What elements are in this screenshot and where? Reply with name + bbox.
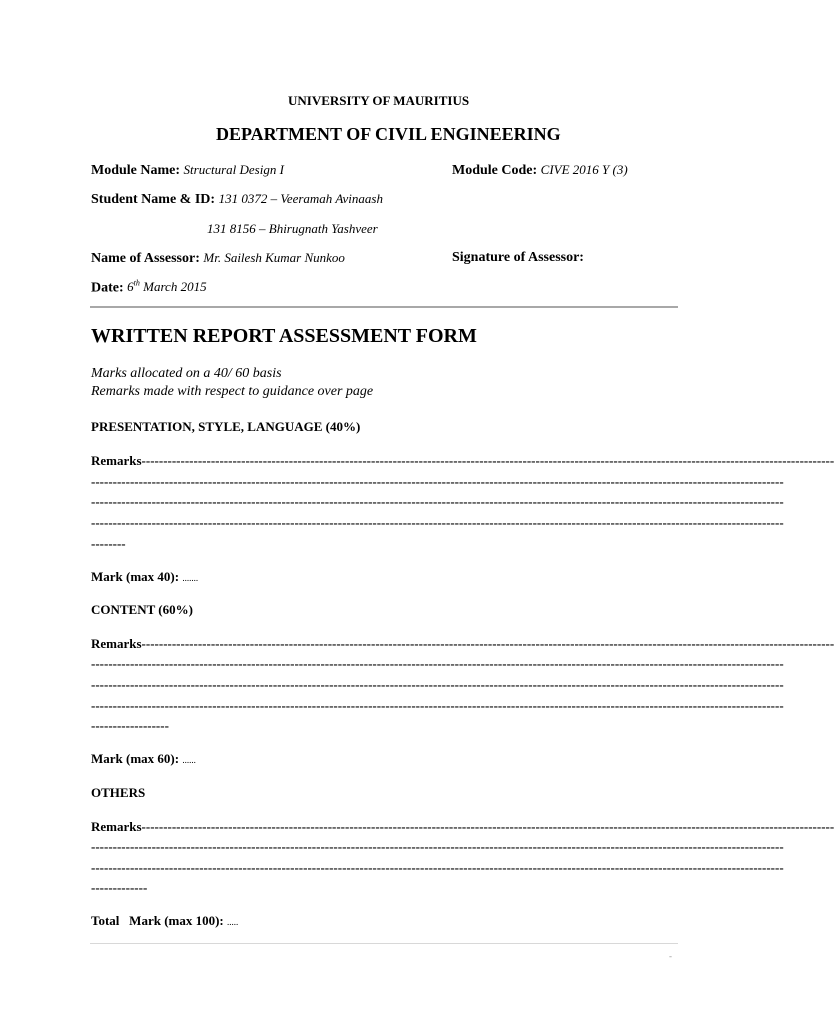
presentation-remarks-end: -------- bbox=[91, 536, 126, 551]
presentation-remarks-line-3: ---------------------------------------------------------------------------------------------------------------------------------------------------------------- bbox=[91, 494, 784, 509]
module-name-field bbox=[91, 162, 284, 179]
module-code-label: Module Code: bbox=[452, 163, 538, 178]
date-label: Date: bbox=[91, 280, 124, 296]
footer-divider bbox=[90, 943, 678, 944]
page-mark: - bbox=[669, 951, 672, 961]
presentation-mark bbox=[91, 569, 198, 585]
content-mark-blank: ...... bbox=[182, 755, 196, 765]
student-1: 131 0372 – Veeramah Avinaash bbox=[218, 191, 383, 206]
content-mark-label: Mark (max 60): bbox=[91, 751, 180, 766]
presentation-mark-label: Mark (max 40): bbox=[91, 569, 180, 584]
total-mark bbox=[91, 913, 238, 929]
content-mark bbox=[91, 751, 196, 767]
module-name-value: Structural Design I bbox=[183, 162, 284, 177]
date-day: 6 bbox=[127, 279, 134, 295]
form-note-2: Remarks made with respect to guidance over page bbox=[91, 384, 374, 399]
university-name: UNIVERSITY OF MAURITIUS bbox=[288, 93, 470, 108]
content-remarks-end: ------------------ bbox=[91, 718, 169, 733]
module-code-field bbox=[452, 162, 628, 179]
total-mark-label: Total Mark (max 100): bbox=[91, 913, 224, 928]
content-remarks-line-2: ---------------------------------------------------------------------------------------------------------------------------------------------------------------- bbox=[91, 656, 784, 671]
form-title: WRITTEN REPORT ASSESSMENT FORM bbox=[91, 325, 477, 347]
module-name-label: Module Name: bbox=[91, 163, 181, 178]
header-divider bbox=[90, 306, 678, 308]
presentation-remarks-label: Remarks bbox=[91, 453, 142, 468]
form-note-1: Marks allocated on a 40/ 60 basis bbox=[91, 366, 282, 381]
presentation-mark-blank: ....... bbox=[182, 573, 199, 583]
assessor-field bbox=[91, 250, 345, 267]
others-remarks-end: ------------- bbox=[91, 880, 148, 895]
date-rest: March 2015 bbox=[139, 279, 207, 295]
module-code-value: CIVE 2016 Y (3) bbox=[540, 162, 628, 177]
others-heading: OTHERS bbox=[91, 785, 146, 800]
assessor-label: Name of Assessor: bbox=[91, 251, 200, 266]
content-remarks-line-4: ---------------------------------------------------------------------------------------------------------------------------------------------------------------- bbox=[91, 698, 784, 713]
presentation-remarks-line-1: Remarks---------------------------------------------------------------------------------------------------------------------------------------------------------------- bbox=[91, 453, 834, 468]
date-field bbox=[91, 279, 207, 296]
date-suffix: th bbox=[133, 279, 140, 288]
total-mark-blank: ..... bbox=[227, 917, 239, 927]
department-title: DEPARTMENT OF CIVIL ENGINEERING bbox=[216, 124, 561, 144]
others-remarks-line-2: ---------------------------------------------------------------------------------------------------------------------------------------------------------------- bbox=[91, 839, 784, 854]
signature-label: Signature of Assessor: bbox=[452, 250, 584, 265]
others-remarks-line-3: ---------------------------------------------------------------------------------------------------------------------------------------------------------------- bbox=[91, 860, 784, 875]
assessor-value: Mr. Sailesh Kumar Nunkoo bbox=[203, 250, 345, 265]
content-remarks-line-1: Remarks---------------------------------------------------------------------------------------------------------------------------------------------------------------- bbox=[91, 636, 834, 651]
content-remarks-label: Remarks bbox=[91, 636, 142, 651]
others-remarks-line-1: Remarks---------------------------------------------------------------------------------------------------------------------------------------------------------------- bbox=[91, 819, 834, 834]
student-field bbox=[91, 191, 383, 208]
presentation-remarks-line-4: ---------------------------------------------------------------------------------------------------------------------------------------------------------------- bbox=[91, 515, 784, 530]
presentation-heading: PRESENTATION, STYLE, LANGUAGE (40%) bbox=[91, 419, 361, 434]
student-2: 131 8156 – Bhirugnath Yashveer bbox=[207, 221, 378, 236]
student-label: Student Name & ID: bbox=[91, 192, 216, 207]
presentation-remarks-line-2: ---------------------------------------------------------------------------------------------------------------------------------------------------------------- bbox=[91, 474, 784, 489]
others-remarks-label: Remarks bbox=[91, 819, 142, 834]
content-heading: CONTENT (60%) bbox=[91, 602, 193, 617]
date-value bbox=[127, 279, 206, 294]
content-remarks-line-3: ---------------------------------------------------------------------------------------------------------------------------------------------------------------- bbox=[91, 677, 784, 692]
